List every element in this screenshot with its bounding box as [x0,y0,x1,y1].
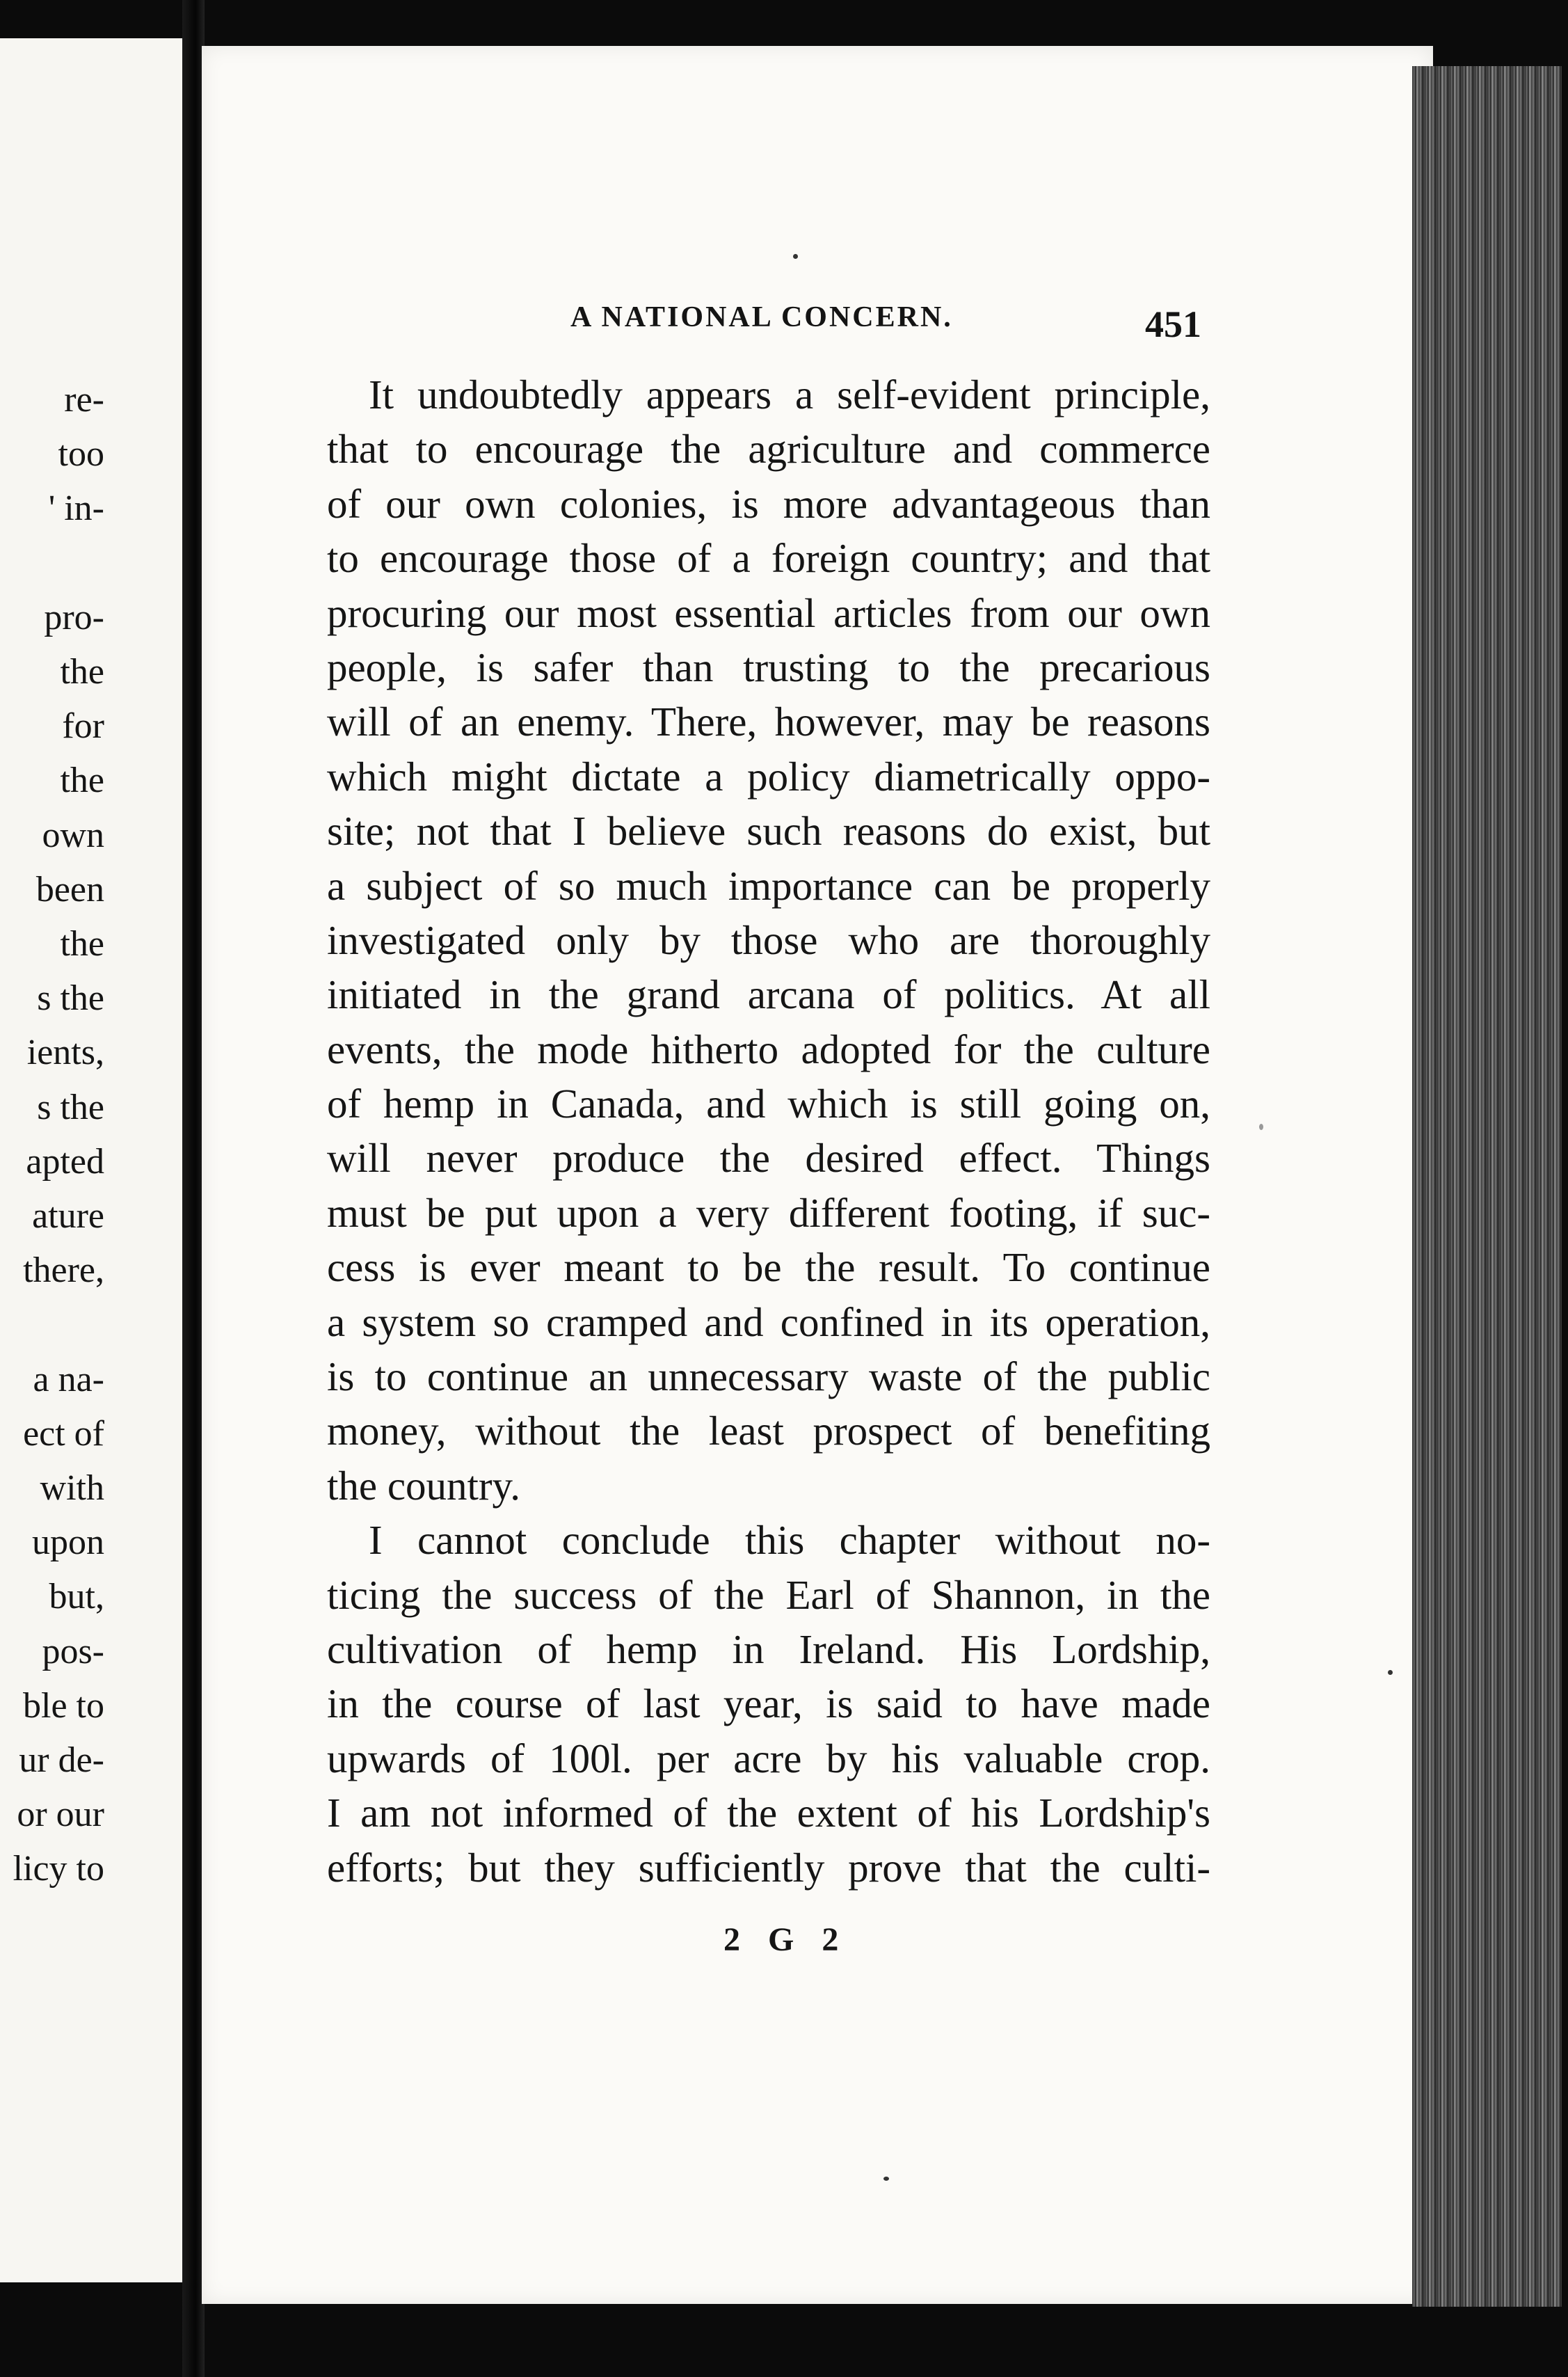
left-page-line: ur de- [19,1740,104,1780]
text-line: I am not informed of the extent of his Lordship's [327,1790,1210,1836]
text-line: investigated only by those who are thoroughly [327,916,1210,963]
text-line: upwards of 100l. per acre by his valuable crop. [327,1735,1210,1781]
left-page-line: or our [17,1795,104,1835]
text-line: the country. [327,1462,520,1509]
left-page-line: ature [32,1196,104,1236]
left-page-line: apted [26,1141,104,1182]
left-page-line: upon [32,1523,104,1563]
left-page-line: the [60,761,104,801]
text-line: which might dictate a policy diametrically oppo- [327,753,1210,800]
text-line: cultivation of hemp in Ireland. His Lordship, [327,1625,1210,1672]
page-block-edge [1412,66,1562,2307]
left-page-line: re- [64,380,104,420]
left-page-line: for [62,706,104,747]
text-line: will of an enemy. There, however, may be reasons [327,699,1210,745]
left-page-line: ect of [23,1413,104,1454]
text-line: of our own colonies, is more advantageous than [327,480,1210,527]
text-line: initiated in the grand arcana of politics. At all [327,971,1210,1018]
text-line: money, without the least prospect of benefiting [327,1408,1210,1454]
ink-speck [1259,1124,1263,1130]
text-line: site; not that I believe such reasons do exist, but [327,808,1210,854]
text-line: efforts; but they sufficiently prove that the culti- [327,1844,1210,1891]
page-number: 451 [1145,303,1201,345]
left-page-line: s the [37,1087,104,1127]
left-page-line: the [60,924,104,964]
left-page-line: licy to [13,1849,104,1889]
text-line: to encourage those of a foreign country; and that [327,535,1210,582]
text-line: I cannot conclude this chapter without no- [369,1517,1210,1564]
running-head: A NATIONAL CONCERN. [570,301,953,333]
left-page-line: ble to [23,1685,104,1726]
text-line: that to encourage the agriculture and commerce [327,426,1210,472]
left-page-line: there, [23,1250,104,1291]
text-line: procuring our most essential articles from our own [327,589,1210,636]
text-line: ticing the success of the Earl of Shannon, in the [327,1571,1210,1618]
text-line: must be put upon a very different footing, if suc- [327,1189,1210,1236]
left-page-line: pro- [44,597,104,637]
left-page-line: a na- [33,1359,104,1399]
text-line: of hemp in Canada, and which is still going on, [327,1081,1210,1127]
text-line: will never produce the desired effect. Things [327,1135,1210,1182]
ink-speck [793,254,798,259]
signature-mark: 2 G 2 [723,1921,849,1958]
text-line: a subject of so much importance can be properly [327,862,1210,909]
text-line: a system so cramped and confined in its operation, [327,1298,1210,1345]
text-line: people, is safer than trusting to the precarious [327,644,1210,690]
left-page-line: but, [49,1577,104,1617]
left-page-line: ' in- [48,488,104,529]
left-page-line: ients, [26,1033,104,1073]
ink-speck [883,2177,889,2181]
left-page-line: s the [37,978,104,1019]
text-line: cess is ever meant to be the result. To continue [327,1244,1210,1291]
left-facing-page [0,38,186,2282]
text-line: It undoubtedly appears a self-evident principle, [369,372,1210,418]
text-line: in the course of last year, is said to have made [327,1680,1210,1727]
text-line: events, the mode hitherto adopted for the culture [327,1026,1210,1072]
left-page-line: with [40,1468,104,1508]
ink-speck [1388,1670,1393,1675]
left-page-line: been [35,869,104,909]
left-page-line: own [42,815,104,855]
left-page-line: too [58,434,104,475]
text-line: is to continue an unnecessary waste of the public [327,1353,1210,1400]
left-page-line: the [60,652,104,692]
left-page-line: pos- [42,1631,104,1671]
body-text [327,367,1210,1895]
